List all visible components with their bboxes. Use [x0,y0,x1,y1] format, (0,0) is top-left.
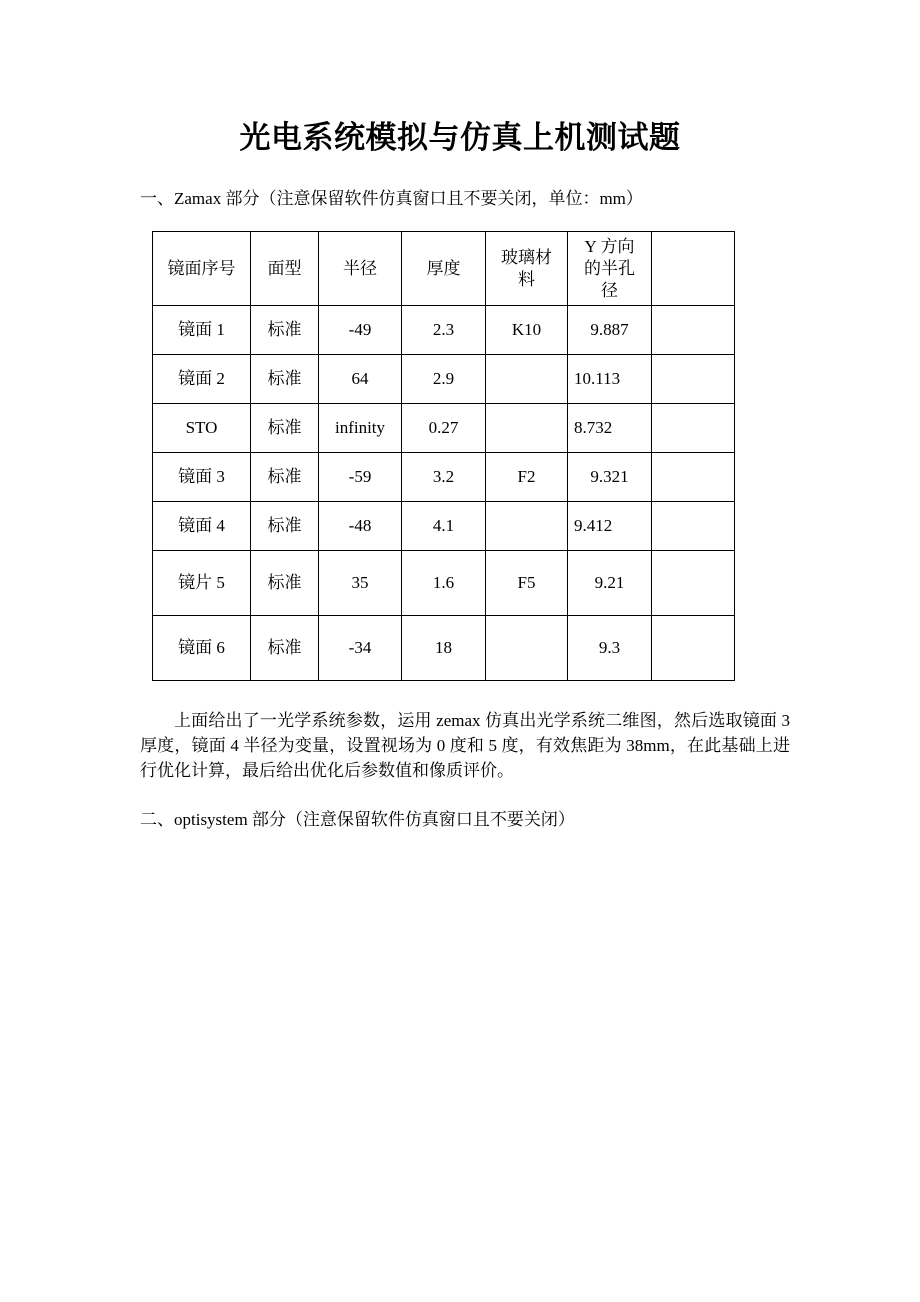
cell-glass: F5 [486,551,568,616]
section-heading-zemax: 一、Zamax 部分（注意保留软件仿真窗口且不要关闭，单位：mm） [140,189,643,208]
cell-glass [486,502,568,551]
cell-empty [652,306,735,355]
cell-type: 标准 [251,404,319,453]
cell-surface: 镜面 3 [153,453,251,502]
header-thickness: 厚度 [402,232,486,306]
table-row [153,355,735,404]
cell-type: 标准 [251,551,319,616]
cell-glass [486,355,568,404]
section-heading-optisystem: 二、optisystem 部分（注意保留软件仿真窗口且不要关闭） [140,810,575,829]
cell-radius: 64 [319,355,402,404]
table-row [153,453,735,502]
table-row [153,616,735,681]
table-row [153,404,735,453]
cell-radius: -59 [319,453,402,502]
cell-semi-aperture: 9.21 [568,551,652,616]
cell-type: 标准 [251,616,319,681]
cell-thickness: 2.3 [402,306,486,355]
cell-thickness: 4.1 [402,502,486,551]
cell-semi-aperture: 9.3 [568,616,652,681]
cell-type: 标准 [251,453,319,502]
optical-parameters-table [152,231,735,681]
cell-radius: infinity [319,404,402,453]
cell-thickness: 18 [402,616,486,681]
cell-radius: -34 [319,616,402,681]
header-surface-type: 面型 [251,232,319,306]
cell-type: 标准 [251,502,319,551]
cell-type: 标准 [251,355,319,404]
header-radius: 半径 [319,232,402,306]
cell-empty [652,551,735,616]
cell-glass: F2 [486,453,568,502]
cell-type: 标准 [251,306,319,355]
cell-glass: K10 [486,306,568,355]
cell-empty [652,616,735,681]
table-row [153,502,735,551]
table-row [153,306,735,355]
header-surface-number: 镜面序号 [153,232,251,306]
cell-semi-aperture: 9.412 [568,502,652,551]
task-description-paragraph: 上面给出了一光学系统参数，运用 zemax 仿真出光学系统二维图，然后选取镜面 3 厚度，镜面 4 半径为变量，设置视场为 0 度和 5 度，有效焦距为 38mm，在此基础上进行优化计算，最后给出优化后参数值和像质评价。 [140,711,790,780]
header-glass-material: 玻璃材料 [486,232,568,306]
cell-surface: 镜面 1 [153,306,251,355]
cell-surface: 镜片 5 [153,551,251,616]
cell-empty [652,404,735,453]
cell-empty [652,502,735,551]
cell-glass [486,616,568,681]
header-empty [652,232,735,306]
cell-semi-aperture: 9.321 [568,453,652,502]
cell-glass [486,404,568,453]
cell-radius: -49 [319,306,402,355]
cell-surface: STO [153,404,251,453]
table-row [153,551,735,616]
page-title: 光电系统模拟与仿真上机测试题 [239,120,681,156]
cell-empty [652,453,735,502]
cell-thickness: 2.9 [402,355,486,404]
cell-empty [652,355,735,404]
cell-semi-aperture: 8.732 [568,404,652,453]
cell-thickness: 1.6 [402,551,486,616]
cell-semi-aperture: 9.887 [568,306,652,355]
cell-thickness: 0.27 [402,404,486,453]
cell-surface: 镜面 6 [153,616,251,681]
cell-thickness: 3.2 [402,453,486,502]
cell-surface: 镜面 4 [153,502,251,551]
table-header-row [153,232,735,306]
cell-radius: 35 [319,551,402,616]
cell-surface: 镜面 2 [153,355,251,404]
header-semi-aperture: Y 方向的半孔径 [568,232,652,306]
cell-semi-aperture: 10.113 [568,355,652,404]
cell-radius: -48 [319,502,402,551]
